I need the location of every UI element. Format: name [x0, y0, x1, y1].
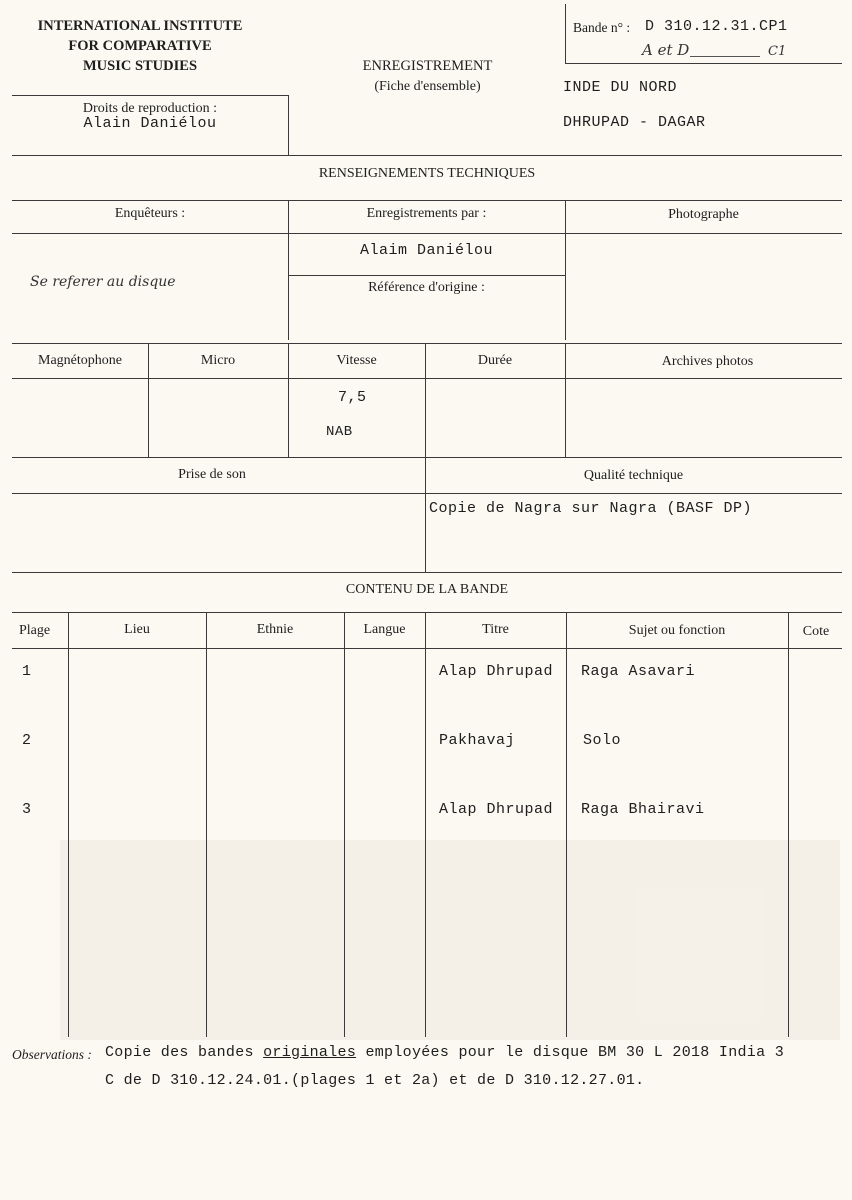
- bande-handwritten: A et D: [642, 41, 690, 59]
- enqueteurs-value: Se referer au disque: [30, 274, 176, 290]
- observations-line-2: C de D 310.12.24.01.(plages 1 et 2a) et de D 310.12.27.01.: [105, 1072, 645, 1089]
- micro-label: Micro: [200, 353, 236, 368]
- row-2-titre: Pakhavaj: [439, 732, 516, 749]
- column-header-sujet: Sujet ou fonction: [628, 623, 726, 638]
- row-1-plage: 1: [22, 663, 32, 680]
- magnetophone-label: Magnétophone: [38, 353, 122, 368]
- row-3-titre: Alap Dhrupad: [439, 801, 554, 818]
- bande-value: D 310.12.31.CP1: [645, 18, 788, 35]
- rights-value: Alain Daniélou: [83, 115, 217, 132]
- technical-section-title: RENSEIGNEMENTS TECHNIQUES: [318, 166, 536, 181]
- row-3-plage: 3: [22, 801, 32, 818]
- column-header-ethnie: Ethnie: [256, 622, 294, 637]
- row-3-sujet: Raga Bhairavi: [581, 801, 705, 818]
- observations-text-post: employées pour le disque BM 30 L 2018 India 3: [356, 1044, 785, 1061]
- region: INDE DU NORD: [563, 79, 678, 96]
- column-header-plage: Plage: [18, 623, 51, 638]
- institute-line-3: MUSIC STUDIES: [82, 58, 198, 74]
- bande-label: Bande n° :: [573, 20, 631, 35]
- observations-label: Observations :: [12, 1047, 92, 1062]
- column-header-cote: Cote: [802, 624, 830, 639]
- row-2-plage: 2: [22, 732, 32, 749]
- observations-text-pre: Copie des bandes: [105, 1044, 264, 1061]
- row-1-titre: Alap Dhrupad: [439, 663, 554, 680]
- observations-underlined: originales: [263, 1044, 357, 1061]
- observations-line-1: [105, 1044, 784, 1061]
- vitesse-label: Vitesse: [336, 353, 377, 368]
- row-2-sujet: Solo: [583, 732, 622, 749]
- prise-label: Prise de son: [178, 467, 246, 482]
- form-title: ENREGISTREMENT: [362, 58, 493, 74]
- row-1-sujet: Raga Asavari: [581, 663, 696, 680]
- enregistrements-label: Enregistrements par :: [366, 206, 487, 221]
- column-header-lieu: Lieu: [124, 622, 150, 637]
- form-subtitle: (Fiche d'ensemble): [374, 79, 481, 94]
- photographe-label: Photographe: [668, 207, 739, 222]
- institute-name: [10, 16, 270, 76]
- vitesse-value: 7,5: [338, 389, 367, 406]
- institute-line-1: INTERNATIONAL INSTITUTE: [37, 18, 243, 34]
- archives-label: Archives photos: [661, 354, 754, 369]
- institute-line-2: FOR COMPARATIVE: [68, 38, 212, 54]
- reference-label: Référence d'origine :: [368, 280, 485, 295]
- duree-label: Durée: [477, 353, 513, 368]
- bande-handwritten-suffix: C1: [768, 44, 787, 59]
- qualite-label: Qualité technique: [583, 468, 684, 483]
- column-header-langue: Langue: [363, 622, 406, 637]
- handwritten-dash: [690, 56, 760, 57]
- genre: DHRUPAD - DAGAR: [563, 114, 706, 131]
- enqueteurs-label: Enquêteurs :: [114, 206, 186, 221]
- enregistrements-value: Alaim Daniélou: [359, 242, 494, 259]
- contents-section-title: CONTENU DE LA BANDE: [345, 582, 509, 597]
- vitesse-norm: NAB: [326, 424, 353, 440]
- qualite-value: Copie de Nagra sur Nagra (BASF DP): [429, 500, 753, 517]
- paper-stain: [60, 840, 840, 1040]
- column-header-titre: Titre: [482, 622, 509, 637]
- rights-box: [12, 101, 288, 131]
- rights-label: Droits de reproduction :: [82, 101, 218, 116]
